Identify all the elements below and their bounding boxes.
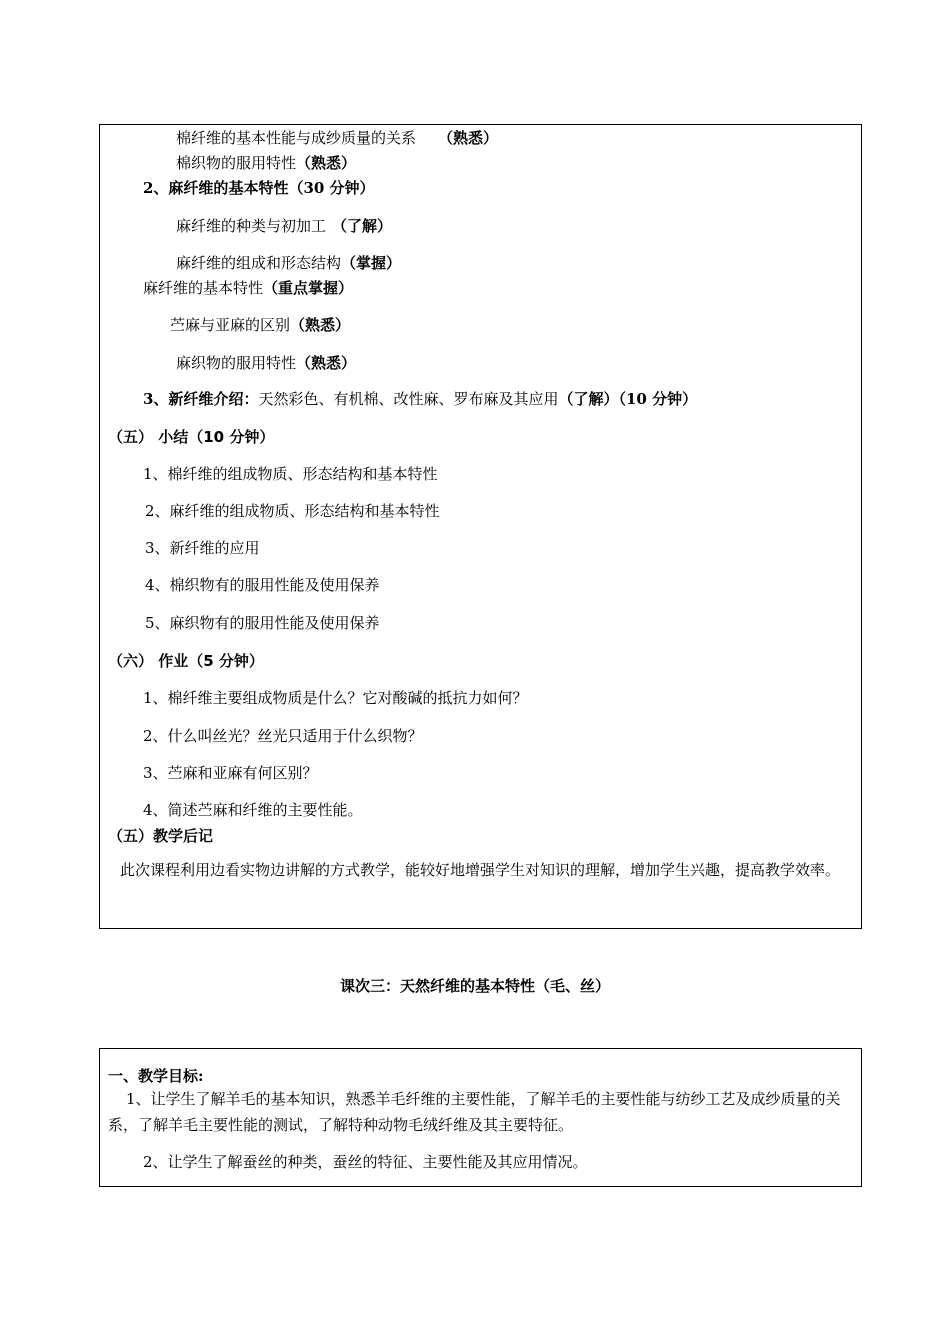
hemp-line-1: [176, 216, 392, 236]
new-fiber-text: 天然彩色、有机棉、改性麻、罗布麻及其应用: [258, 390, 559, 408]
homework-item-4: 4、简述苎麻和纤维的主要性能。: [143, 801, 363, 819]
cotton-line-2-tag: （熟悉）: [296, 154, 357, 172]
summary-heading: （五） 小结（10 分钟）: [108, 428, 275, 446]
summary-item-2: 2、麻纤维的组成物质、形态结构和基本特性: [145, 502, 440, 520]
goals-heading: 一、教学目标:: [108, 1067, 204, 1085]
summary-item-4: 4、棉织物有的服用性能及使用保养: [145, 576, 380, 594]
hemp-line-5-tag: （熟悉）: [296, 354, 357, 372]
cotton-line-2: [176, 153, 356, 173]
new-fiber-label: 3、新纤维介绍：: [143, 390, 259, 408]
hemp-line-4-tag: （熟悉）: [290, 316, 351, 334]
summary-item-1: 1、棉纤维的组成物质、形态结构和基本特性: [143, 465, 438, 483]
postscript-heading: （五）教学后记: [108, 827, 214, 845]
hemp-line-3-text: 麻纤维的基本特性: [143, 279, 264, 297]
postscript-text: 此次课程利用边看实物边讲解的方式教学，能较好地增强学生对知识的理解，增加学生兴趣，提高教学效率。: [120, 861, 841, 879]
homework-heading: （六） 作业（5 分钟）: [108, 652, 264, 670]
hemp-line-5-text: 麻织物的服用特性: [176, 354, 297, 372]
cotton-line-1-tag: （熟悉）: [438, 129, 499, 147]
hemp-line-3: [143, 278, 353, 298]
goal-1: 1、让学生了解羊毛的基本知识，熟悉羊毛纤维的主要性能，了解羊毛的主要性能与纺纱工艺及成纱质量的关系，了解羊毛主要性能的测试，了解特种动物毛绒纤维及其主要特征。: [108, 1090, 841, 1134]
hemp-line-2-tag: （掌握）: [341, 254, 402, 272]
cotton-line-1-text: 棉纤维的基本性能与成纱质量的关系: [176, 129, 417, 147]
hemp-line-5: [176, 353, 356, 373]
summary-item-3: 3、新纤维的应用: [145, 539, 260, 557]
lesson-title: 课次三：天然纤维的基本特性（毛、丝）: [339, 977, 610, 995]
homework-item-2: 2、什么叫丝光？丝光只适用于什么织物？: [143, 727, 423, 745]
hemp-heading: 2、麻纤维的基本特性（30 分钟）: [143, 179, 375, 197]
hemp-line-2: [176, 253, 401, 273]
hemp-line-2-text: 麻纤维的组成和形态结构: [176, 254, 342, 272]
hemp-line-3-tag: （重点掌握）: [263, 279, 354, 297]
summary-item-5: 5、麻织物有的服用性能及使用保养: [145, 614, 380, 632]
hemp-line-4: [170, 315, 350, 335]
new-fiber-line: [143, 389, 697, 409]
hemp-line-4-text: 苎麻与亚麻的区别: [170, 316, 291, 334]
hemp-line-1-text: 麻纤维的种类与初加工: [176, 217, 327, 235]
cotton-line-1: [176, 128, 498, 148]
hemp-line-1-tag: （了解）: [332, 217, 393, 235]
cotton-line-2-text: 棉织物的服用特性: [176, 154, 297, 172]
homework-item-1: 1、棉纤维主要组成物质是什么？它对酸碱的抵抗力如何？: [143, 689, 528, 707]
goal-2: 2、让学生了解蚕丝的种类，蚕丝的特征、主要性能及其应用情况。: [143, 1153, 588, 1171]
new-fiber-tag: （了解）（10 分钟）: [558, 390, 698, 408]
homework-item-3: 3、苎麻和亚麻有何区别？: [143, 764, 318, 782]
